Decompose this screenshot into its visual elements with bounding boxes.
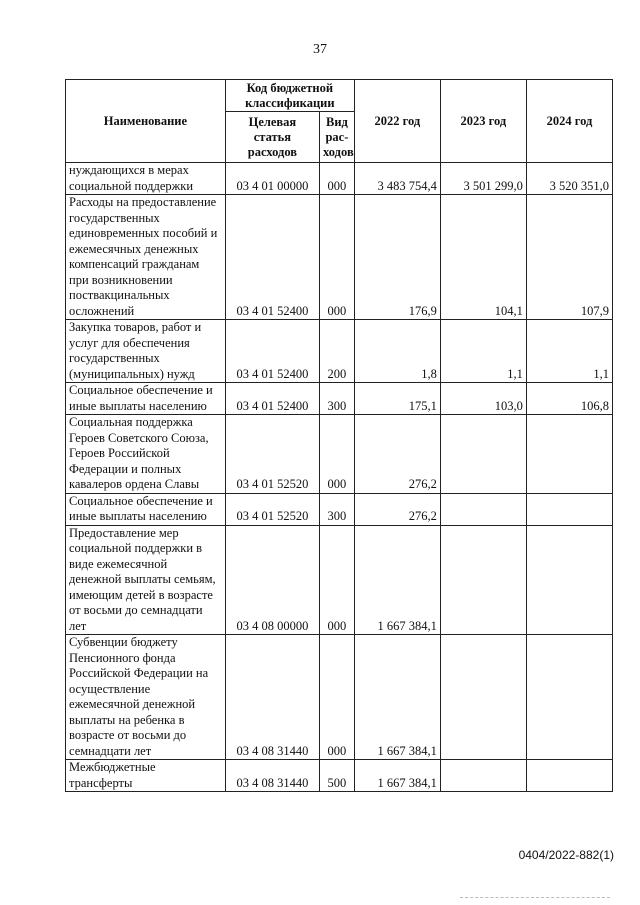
row-expense-type-cell: 300 [320, 493, 355, 525]
table-row [66, 415, 613, 494]
row-expense-type-cell: 300 [320, 383, 355, 415]
row-name-cell: Социальное обеспечение и иные выплаты населению [66, 383, 226, 415]
row-2024-cell [526, 635, 612, 760]
row-target-article-cell: 03 4 08 31440 [225, 760, 319, 792]
row-2024-cell: 1,1 [526, 320, 612, 383]
row-2022-cell: 1 667 384,1 [354, 760, 440, 792]
row-target-article-cell: 03 4 08 00000 [225, 525, 319, 635]
header-2024: 2024 год [526, 80, 612, 163]
row-expense-type-cell: 000 [320, 525, 355, 635]
header-2022: 2022 год [354, 80, 440, 163]
row-2023-cell [440, 525, 526, 635]
row-name-cell: Закупка товаров, работ и услуг для обеспечения государственных (муниципальных) нужд [66, 320, 226, 383]
header-name: Наименование [66, 80, 226, 163]
row-expense-type-cell: 000 [320, 415, 355, 494]
row-target-article-cell: 03 4 01 52520 [225, 415, 319, 494]
row-expense-type-cell: 200 [320, 320, 355, 383]
row-2022-cell: 175,1 [354, 383, 440, 415]
table-row [66, 320, 613, 383]
row-2023-cell: 3 501 299,0 [440, 163, 526, 195]
row-expense-type-cell: 000 [320, 195, 355, 320]
row-2023-cell: 104,1 [440, 195, 526, 320]
row-name-cell: Социальное обеспечение и иные выплаты населению [66, 493, 226, 525]
table-row [66, 525, 613, 635]
header-target-article: Целевая статья расходов [225, 112, 319, 163]
row-2024-cell: 106,8 [526, 383, 612, 415]
row-name-cell: Межбюджетные трансферты [66, 760, 226, 792]
header-expense-type: Вид рас-ходов [320, 112, 355, 163]
row-target-article-cell: 03 4 08 31440 [225, 635, 319, 760]
header-classification: Код бюджетной классификации [225, 80, 354, 112]
row-2022-cell: 1,8 [354, 320, 440, 383]
row-target-article-cell: 03 4 01 52400 [225, 383, 319, 415]
row-target-article-cell: 03 4 01 00000 [225, 163, 319, 195]
row-expense-type-cell: 000 [320, 635, 355, 760]
row-2022-cell: 1 667 384,1 [354, 525, 440, 635]
row-2024-cell [526, 525, 612, 635]
budget-table [65, 79, 613, 792]
row-2022-cell: 276,2 [354, 415, 440, 494]
row-2023-cell [440, 415, 526, 494]
table-row [66, 760, 613, 792]
row-name-cell: нуждающихся в мерах социальной поддержки [66, 163, 226, 195]
row-target-article-cell: 03 4 01 52400 [225, 195, 319, 320]
row-name-cell: Субвенции бюджету Пенсионного фонда Российской Федерации на осуществление ежемесячной денежной выплаты на ребенка в возрасте от восьми до семнадцати лет [66, 635, 226, 760]
row-name-cell: Предоставление мер социальной поддержки в виде ежемесячной денежной выплаты семьям, имеющим детей в возрасте от восьми до семнадцати лет [66, 525, 226, 635]
row-2024-cell: 107,9 [526, 195, 612, 320]
row-2024-cell [526, 415, 612, 494]
row-2023-cell [440, 493, 526, 525]
header-2023: 2023 год [440, 80, 526, 163]
table-row [66, 635, 613, 760]
row-2022-cell: 276,2 [354, 493, 440, 525]
row-target-article-cell: 03 4 01 52520 [225, 493, 319, 525]
row-2024-cell [526, 493, 612, 525]
row-2023-cell [440, 635, 526, 760]
row-2023-cell: 103,0 [440, 383, 526, 415]
row-2022-cell: 3 483 754,4 [354, 163, 440, 195]
table-row [66, 163, 613, 195]
row-2024-cell [526, 760, 612, 792]
table-row [66, 195, 613, 320]
row-2023-cell: 1,1 [440, 320, 526, 383]
row-expense-type-cell: 000 [320, 163, 355, 195]
row-2022-cell: 1 667 384,1 [354, 635, 440, 760]
row-2022-cell: 176,9 [354, 195, 440, 320]
row-2023-cell [440, 760, 526, 792]
scan-artifact [460, 897, 610, 899]
row-2024-cell: 3 520 351,0 [526, 163, 612, 195]
row-expense-type-cell: 500 [320, 760, 355, 792]
document-code: 0404/2022-882(1) [518, 848, 614, 862]
page-number: 37 [313, 42, 327, 57]
row-name-cell: Расходы на предоставление государственных единовременных пособий и ежемесячных денежных компенсаций гражданам при возникновении поствакцинальных осложнений [66, 195, 226, 320]
table-row [66, 383, 613, 415]
table-row [66, 493, 613, 525]
row-target-article-cell: 03 4 01 52400 [225, 320, 319, 383]
row-name-cell: Социальная поддержка Героев Советского Союза, Героев Российской Федерации и полных кавалеров ордена Славы [66, 415, 226, 494]
